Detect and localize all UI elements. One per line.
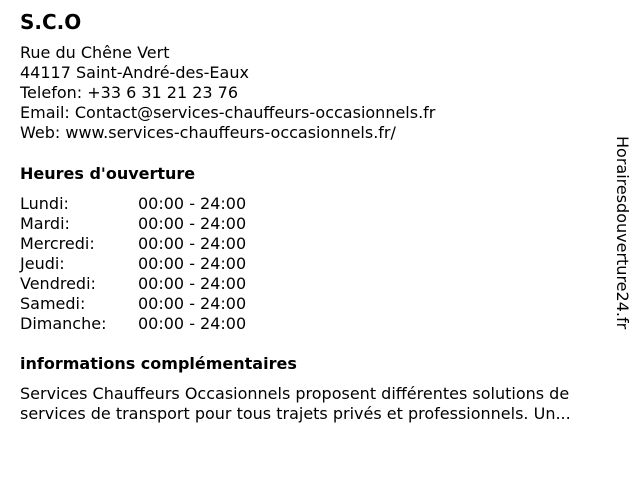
day-label: Dimanche: [20, 314, 107, 333]
site-watermark: Horairesdouverture24.fr [613, 136, 632, 330]
time-range: 00:00 - 24:00 [138, 254, 247, 273]
day-label: Jeudi: [20, 254, 65, 273]
description-line: Services Chauffeurs Occasionnels proposent différentes solutions de [20, 384, 570, 403]
day-label: Vendredi: [20, 274, 96, 293]
hours-row-saturday [20, 294, 246, 314]
web-line: Web: www.services-chauffeurs-occasionnels.fr/ [20, 123, 396, 142]
time-range: 00:00 - 24:00 [138, 194, 247, 213]
hours-row-tuesday [20, 214, 246, 234]
time-range: 00:00 - 24:00 [138, 314, 247, 333]
street-address: Rue du Chêne Vert [20, 43, 170, 62]
day-label: Mardi: [20, 214, 70, 233]
day-label: Lundi: [20, 194, 69, 213]
address-block [20, 43, 435, 143]
hours-row-thursday [20, 254, 246, 274]
time-range: 00:00 - 24:00 [138, 234, 247, 253]
time-range: 00:00 - 24:00 [138, 294, 247, 313]
additional-info-heading: informations complémentaires [20, 354, 297, 373]
hours-row-monday [20, 194, 246, 214]
time-range: 00:00 - 24:00 [138, 214, 247, 233]
phone-line: Telefon: +33 6 31 21 23 76 [20, 83, 239, 102]
opening-hours-table [20, 194, 246, 334]
hours-row-friday [20, 274, 246, 294]
description-line: services de transport pour tous trajets privés et professionnels. Un... [20, 404, 571, 423]
business-name: S.C.O [20, 10, 82, 34]
email-line: Email: Contact@services-chauffeurs-occasionnels.fr [20, 103, 436, 122]
day-label: Samedi: [20, 294, 86, 313]
city-address: 44117 Saint-André-des-Eaux [20, 63, 249, 82]
hours-row-sunday [20, 314, 246, 334]
opening-hours-heading: Heures d'ouverture [20, 164, 196, 183]
time-range: 00:00 - 24:00 [138, 274, 247, 293]
hours-row-wednesday [20, 234, 246, 254]
business-description [20, 384, 630, 424]
day-label: Mercredi: [20, 234, 95, 253]
